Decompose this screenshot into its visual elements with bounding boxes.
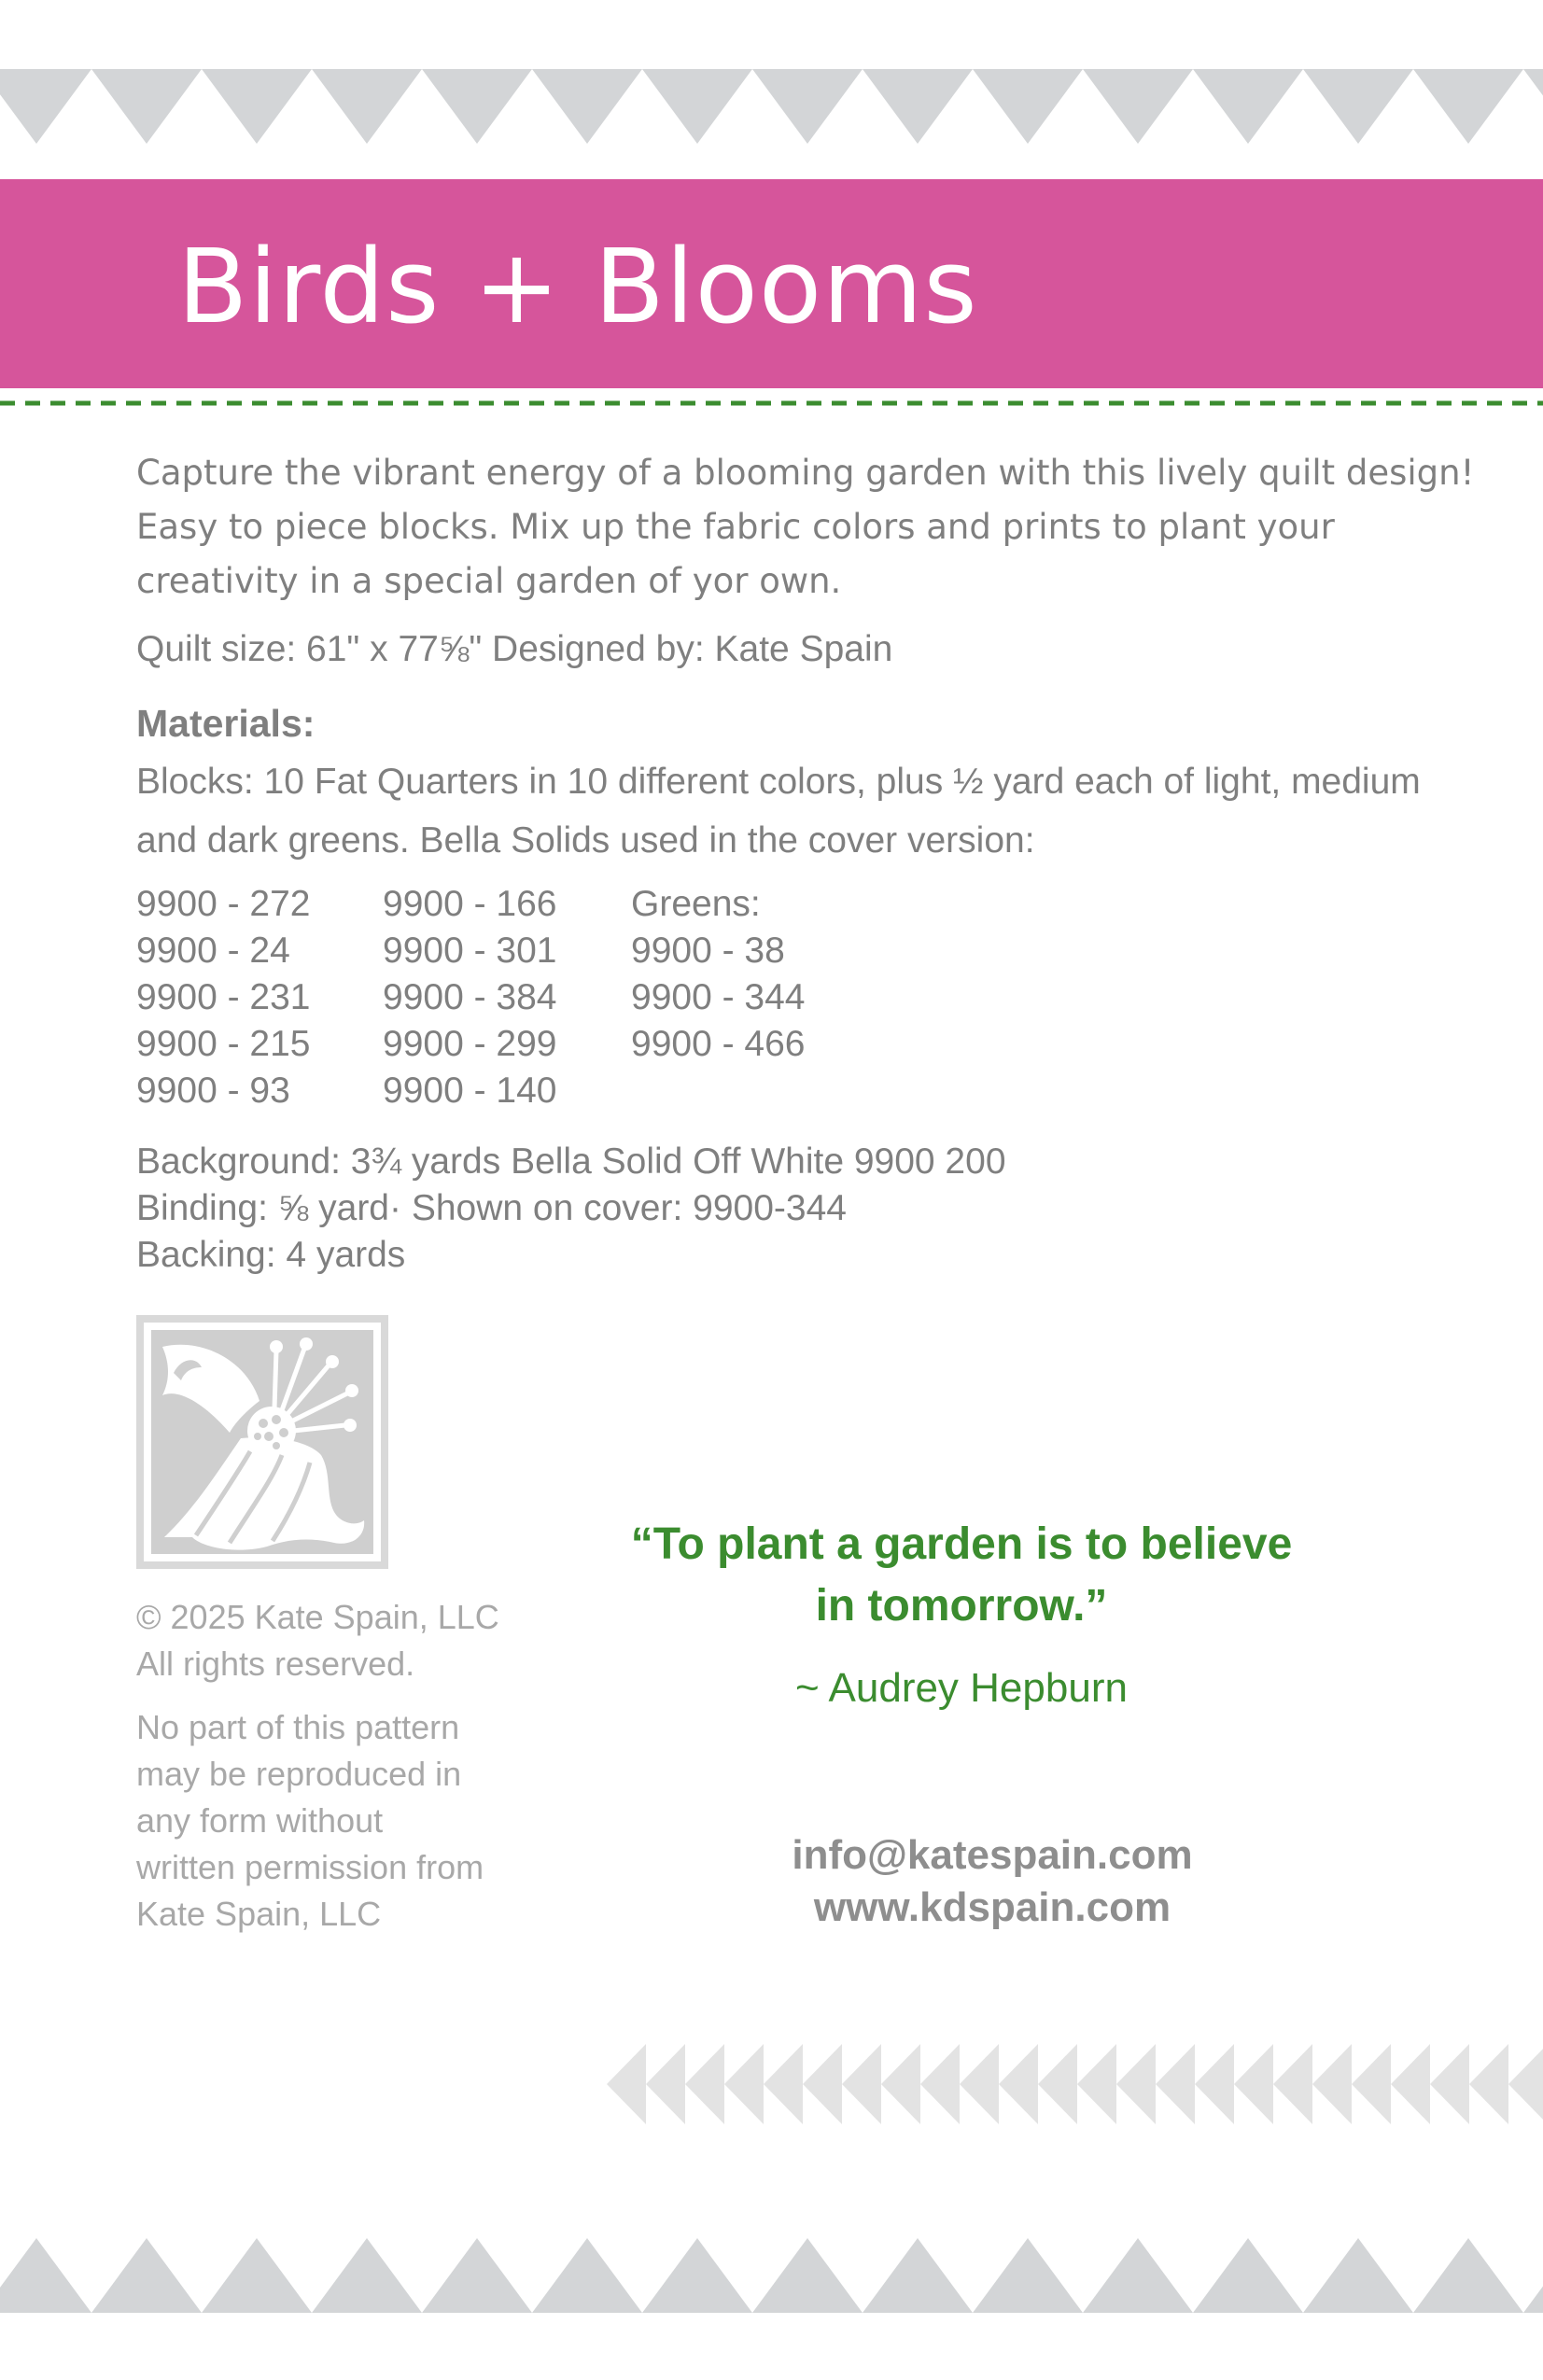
fabric-code: 9900 - 272: [136, 884, 311, 924]
border-triangle: [422, 69, 532, 144]
border-triangle: [1523, 69, 1543, 144]
blocks-line: and dark greens. Bella Solids used in the cover version:: [136, 820, 1035, 861]
border-triangle: [752, 69, 863, 144]
fabric-code: 9900 - 231: [136, 977, 311, 1017]
border-triangle: [973, 2238, 1083, 2313]
fabric-code: 9900 - 384: [383, 977, 557, 1017]
border-triangle: [642, 2238, 752, 2313]
fabric-list-column-2: [383, 881, 557, 1114]
materials-heading: Materials:: [136, 702, 316, 745]
border-triangle: [1193, 2238, 1303, 2313]
fabric-code: 9900 - 24: [136, 931, 290, 971]
fabric-code: 9900 - 140: [383, 1071, 557, 1111]
background-line: Background: 3¾ yards Bella Solid Off White 9900 200: [136, 1141, 1006, 1182]
border-triangle: [752, 2238, 863, 2313]
border-triangle: [0, 2238, 91, 2313]
quote-attribution: ~ Audrey Hepburn: [795, 1665, 1128, 1711]
notice-line: may be reproduced in: [136, 1755, 462, 1793]
fabric-list-greens: [631, 881, 806, 1068]
border-triangle: [532, 2238, 642, 2313]
arrow-triangle: [607, 2044, 646, 2124]
intro-line: Easy to piece blocks. Mix up the fabric colors and prints to plant your: [136, 507, 1335, 547]
quote: [523, 1514, 1400, 1637]
border-triangle: [202, 2238, 312, 2313]
arrow-triangle: [1038, 2044, 1077, 2124]
border-triangle: [863, 69, 973, 144]
border-triangle: [202, 69, 312, 144]
arrow-triangle: [881, 2044, 920, 2124]
copyright-block: [136, 1594, 499, 1687]
top-triangle-border: [0, 69, 1543, 144]
arrow-triangle: [1430, 2044, 1469, 2124]
fabric-code: 9900 - 344: [631, 977, 806, 1017]
border-triangle: [1413, 69, 1523, 144]
border-triangle: [973, 69, 1083, 144]
arrow-triangle: [999, 2044, 1038, 2124]
arrow-triangle: [920, 2044, 960, 2124]
border-triangle: [863, 2238, 973, 2313]
notice-line: Kate Spain, LLC: [136, 1895, 382, 1933]
greens-label: Greens:: [631, 884, 761, 924]
arrow-triangle: [1391, 2044, 1430, 2124]
quote-line: “To plant a garden is to believe: [630, 1519, 1293, 1569]
fabric-code: 9900 - 301: [383, 931, 557, 971]
arrow-triangle: [1116, 2044, 1156, 2124]
notice-line: No part of this pattern: [136, 1708, 460, 1746]
intro-paragraph: [136, 446, 1475, 609]
arrow-triangle: [960, 2044, 999, 2124]
border-triangle: [1303, 69, 1413, 144]
additional-materials: [136, 1139, 1006, 1279]
border-triangle: [642, 69, 752, 144]
border-triangle: [91, 69, 202, 144]
border-triangle: [1523, 2238, 1543, 2313]
backing-line: Backing: 4 yards: [136, 1235, 406, 1275]
quilt-size-line: Quilt size: 61" x 77⅝" Designed by: Kate Spain: [136, 629, 893, 669]
arrow-triangle: [646, 2044, 685, 2124]
email-link[interactable]: info@katespain.com: [792, 1832, 1193, 1878]
intro-line: Capture the vibrant energy of a blooming garden with this lively quilt design!: [136, 453, 1475, 493]
border-triangle: [0, 69, 91, 144]
copyright-line: © 2025 Kate Spain, LLC: [136, 1598, 499, 1636]
dashed-divider: [0, 398, 1543, 409]
notice-line: written permission from: [136, 1848, 484, 1886]
arrow-triangle: [803, 2044, 842, 2124]
border-triangle: [1083, 69, 1193, 144]
border-triangle: [1193, 69, 1303, 144]
intro-line: creativity in a special garden of yor own.: [136, 561, 842, 601]
quote-line: in tomorrow.”: [815, 1581, 1108, 1631]
arrow-triangle: [764, 2044, 803, 2124]
flower-logo-icon: [136, 1315, 388, 1569]
border-triangle: [312, 69, 422, 144]
binding-line: Binding: ⅝ yard· Shown on cover: 9900-344: [136, 1188, 847, 1228]
border-triangle: [312, 2238, 422, 2313]
arrow-triangle: [1352, 2044, 1391, 2124]
contact-info: [523, 1829, 1462, 1934]
fabric-code: 9900 - 166: [383, 884, 557, 924]
arrow-triangle: [685, 2044, 724, 2124]
arrow-triangle: [1312, 2044, 1352, 2124]
border-triangle: [1083, 2238, 1193, 2313]
blocks-description: [136, 752, 1443, 870]
fabric-list-column-1: [136, 881, 311, 1114]
border-triangle: [532, 69, 642, 144]
reproduction-notice: [136, 1704, 484, 1938]
border-triangle: [422, 2238, 532, 2313]
border-triangle: [91, 2238, 202, 2313]
fabric-code: 9900 - 93: [136, 1071, 290, 1111]
arrow-triangle: [1508, 2044, 1543, 2124]
arrow-triangle: [1273, 2044, 1312, 2124]
arrow-triangle: [842, 2044, 881, 2124]
fabric-code: 9900 - 38: [631, 931, 785, 971]
arrow-triangle-border: [607, 2044, 1543, 2124]
notice-line: any form without: [136, 1801, 384, 1840]
arrow-triangle: [1234, 2044, 1273, 2124]
website-link[interactable]: www.kdspain.com: [813, 1884, 1171, 1930]
blocks-line: Blocks: 10 Fat Quarters in 10 different colors, plus ½ yard each of light, medium: [136, 762, 1421, 802]
arrow-triangle: [724, 2044, 764, 2124]
page-title: Birds + Blooms: [177, 227, 978, 346]
border-triangle: [1413, 2238, 1523, 2313]
arrow-triangle: [1156, 2044, 1195, 2124]
arrow-triangle: [1195, 2044, 1234, 2124]
arrow-triangle: [1469, 2044, 1508, 2124]
border-triangle: [1303, 2238, 1413, 2313]
fabric-code: 9900 - 215: [136, 1024, 311, 1064]
fabric-code: 9900 - 299: [383, 1024, 557, 1064]
bottom-triangle-border: [0, 2238, 1543, 2313]
copyright-line: All rights reserved.: [136, 1645, 415, 1683]
fabric-code: 9900 - 466: [631, 1024, 806, 1064]
arrow-triangle: [1077, 2044, 1116, 2124]
